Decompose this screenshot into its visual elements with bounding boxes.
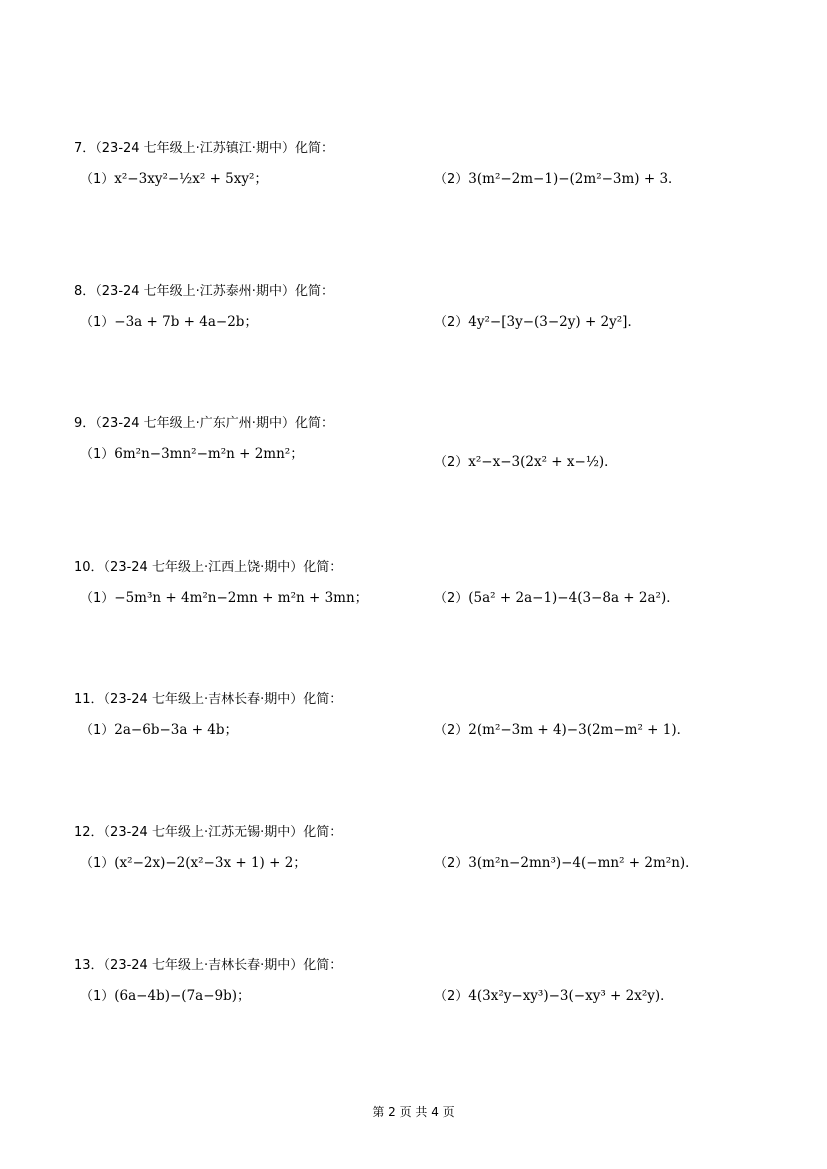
part-label: （2） (434, 723, 469, 738)
part-expression: x²−3xy²−½x² + 5xy²； (114, 171, 268, 187)
part-1 (80, 170, 268, 189)
part-expression: 3(m²n−2mn³)−4(−mn² + 2m²n)． (468, 855, 699, 871)
part-expression: 6m²n−3mn²−m²n + 2mn²； (114, 446, 304, 462)
problem-header: 7．（23-24 七年级上·江苏镇江·期中）化简： (74, 141, 334, 156)
part-expression: x²−x−3(2x² + x−½)． (468, 454, 618, 470)
page-footer: 第 2 页 共 4 页 (372, 1105, 455, 1119)
part-expression: 3(m²−2m−1)−(2m²−3m) + 3． (468, 171, 682, 187)
part-expression: (x²−2x)−2(x²−3x + 1) + 2； (114, 855, 307, 871)
part-expression: 2(m²−3m + 4)−3(2m−m² + 1)． (468, 722, 691, 738)
part-2 (434, 453, 618, 472)
part-label: （1） (80, 856, 115, 871)
part-2 (434, 987, 674, 1006)
part-label: （1） (80, 447, 115, 462)
part-expression: 2a−6b−3a + 4b； (114, 722, 239, 738)
part-label: （2） (434, 989, 469, 1004)
part-label: （1） (80, 989, 115, 1004)
problem-13 (0, 958, 827, 1018)
problem-9 (0, 416, 827, 476)
part-label: （2） (434, 172, 469, 187)
part-expression: −5m³n + 4m²n−2mn + m²n + 3mn； (114, 590, 369, 606)
part-label: （1） (80, 315, 115, 330)
part-expression: 4y²−[3y−(3−2y) + 2y²]． (468, 314, 641, 330)
part-label: （1） (80, 172, 115, 187)
part-2 (434, 721, 690, 740)
part-label: （2） (434, 856, 469, 871)
part-1 (80, 854, 307, 873)
problem-header: 8．（23-24 七年级上·江苏泰州·期中）化简： (74, 284, 334, 299)
part-1 (80, 445, 304, 464)
problem-header: 10．（23-24 七年级上·江西上饶·期中）化简： (74, 560, 343, 575)
problem-header: 13．（23-24 七年级上·吉林长春·期中）化简： (74, 958, 343, 973)
part-expression: (6a−4b)−(7a−9b)； (114, 988, 251, 1004)
part-label: （2） (434, 455, 469, 470)
part-2 (434, 589, 680, 608)
part-expression: −3a + 7b + 4a−2b； (114, 314, 258, 330)
part-2 (434, 854, 699, 873)
part-label: （2） (434, 315, 469, 330)
part-1 (80, 987, 251, 1006)
part-1 (80, 589, 368, 608)
problem-11 (0, 692, 827, 752)
part-2 (434, 313, 641, 332)
problem-header: 11．（23-24 七年级上·吉林长春·期中）化简： (74, 692, 343, 707)
problem-12 (0, 825, 827, 885)
part-1 (80, 721, 238, 740)
part-expression: 4(3x²y−xy³)−3(−xy³ + 2x²y)． (468, 988, 674, 1004)
problem-8 (0, 284, 827, 344)
part-2 (434, 170, 682, 189)
part-expression: (5a² + 2a−1)−4(3−8a + 2a²)． (468, 590, 680, 606)
part-label: （1） (80, 591, 115, 606)
part-1 (80, 313, 258, 332)
part-label: （2） (434, 591, 469, 606)
problem-header: 12．（23-24 七年级上·江苏无锡·期中）化简： (74, 825, 343, 840)
problem-header: 9．（23-24 七年级上·广东广州·期中）化简： (74, 416, 334, 431)
part-label: （1） (80, 723, 115, 738)
problem-10 (0, 560, 827, 620)
problem-7 (0, 141, 827, 201)
